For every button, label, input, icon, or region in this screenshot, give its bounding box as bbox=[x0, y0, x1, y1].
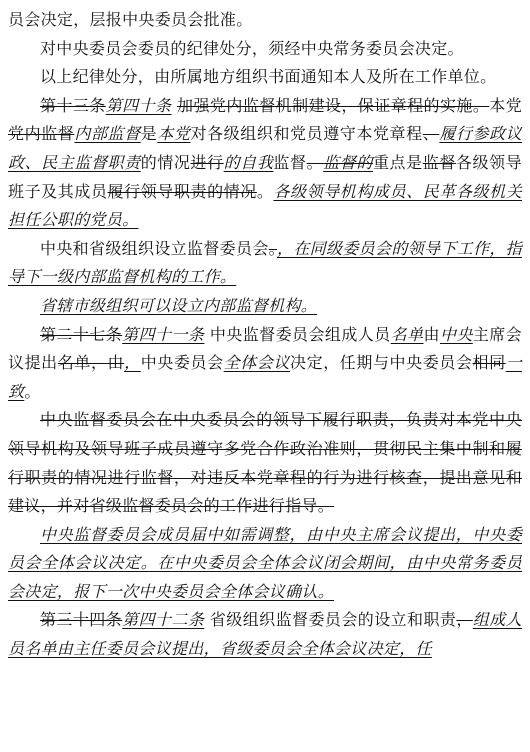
plain-text-run: 主席会议提出 bbox=[8, 324, 522, 373]
deleted-text-run: 第三十四条 bbox=[40, 610, 123, 630]
deleted-text-run: 第二十七条 bbox=[40, 324, 123, 344]
added-text-run: ，在同级委员会的领导下工作，指导下一级内部监督机构的工作。 bbox=[8, 238, 522, 287]
plain-text-run: 由 bbox=[423, 324, 440, 344]
paragraph-8 bbox=[8, 406, 522, 520]
plain-text-run: 重点是 bbox=[372, 152, 423, 172]
plain-text-run: 员会决定，层报中央委员会批准。 bbox=[8, 10, 253, 29]
added-text-run: 本党 bbox=[157, 124, 191, 144]
plain-text-run: 。 bbox=[24, 381, 41, 401]
plain-text-run: 的情况 bbox=[140, 152, 191, 172]
paragraph-1 bbox=[8, 6, 522, 35]
paragraph-4 bbox=[8, 92, 522, 235]
deleted-text-run: 履行领导职责的情况 bbox=[107, 181, 257, 201]
plain-text-run: 本党 bbox=[489, 95, 523, 115]
deleted-text-run: ， bbox=[456, 610, 473, 630]
paragraph-10 bbox=[8, 606, 522, 663]
plain-text-run: 中央和省级组织设立监督委员会 bbox=[40, 238, 269, 258]
paragraph-3 bbox=[8, 63, 522, 92]
plain-text-run: 各级领导班子及其成员 bbox=[8, 152, 522, 201]
plain-text-run: 对中央委员会委员的纪律处分，须经中央常务委员会决定。 bbox=[40, 38, 464, 58]
paragraph-7 bbox=[8, 321, 522, 407]
added-text-run: 各级领导机构成员、民革各级机关担任公职的党员。 bbox=[8, 181, 522, 230]
deleted-text-run: 相同 bbox=[472, 353, 506, 373]
plain-text-run: 。 bbox=[256, 181, 274, 201]
added-text-run: 中央 bbox=[439, 324, 473, 344]
added-text-run: 组成人员名单由主任委员会议提出，省级委员会全体会议决定，任 bbox=[8, 610, 522, 659]
plain-text-run: 中央委员会 bbox=[140, 353, 224, 373]
paragraph-9 bbox=[8, 521, 522, 607]
deleted-text-run: 党内监督 bbox=[8, 124, 75, 144]
added-text-run: 的自我 bbox=[223, 152, 274, 172]
plain-text-run: 以上纪律处分，由所属地方组织书面通知本人及所在工作单位。 bbox=[40, 67, 497, 87]
plain-text-run: 是 bbox=[140, 124, 158, 144]
deleted-text-run: 中央监督委员会在中央委员会的领导下履行职责，负责对本党中央领导机构及领导班子成员遵守多党合作政治准则，贯彻民主集中制和履行职责的情况进行监督，对违反本党章程的行为进行核查，提出意见和建议，并对省级监督委员会的工作进行指导。 bbox=[8, 410, 522, 516]
added-text-run: 内部监督 bbox=[74, 124, 141, 144]
paragraph-2 bbox=[8, 35, 522, 64]
paragraph-5 bbox=[8, 235, 522, 292]
added-text-run: 中央监督委员会成员届中如需调整，由中央主席会议提出，中央委员会全体会议决定。在中央委员会全体会议闭会期间，由中央常务委员会决定，报下一次中央委员会全体会议确认。 bbox=[8, 524, 522, 601]
plain-text-run: 对各级组织和党员遵守本党章程 bbox=[190, 124, 423, 144]
added-deleted-text-run: 监督的 bbox=[323, 152, 373, 172]
added-text-run: 名单 bbox=[390, 324, 424, 344]
deleted-text-run: 、 bbox=[422, 124, 440, 144]
paragraph-6 bbox=[8, 292, 522, 321]
added-text-run: 第四十条 bbox=[105, 95, 172, 115]
deleted-text-run: 第十三条 bbox=[40, 95, 106, 115]
deleted-text-run: 。 bbox=[268, 238, 278, 258]
added-text-run: 省辖市级组织可以设立内部监督机构。 bbox=[40, 295, 318, 315]
deleted-text-run: 加强党内监督机制建设，保证章程的实施。 bbox=[177, 95, 490, 115]
plain-text-run: 省级组织监督委员会的设立和职责 bbox=[204, 610, 457, 630]
plain-text-run: 中央监督委员会组成人员 bbox=[204, 324, 391, 344]
added-text-run: 履行参政议政、民主监督职责 bbox=[8, 124, 522, 172]
added-text-run: ， bbox=[124, 353, 141, 373]
added-text-run: 第四十二条 bbox=[122, 610, 205, 630]
plain-text-run: 决定，任期与中央委员会 bbox=[290, 353, 473, 373]
added-text-run: 一致 bbox=[8, 353, 522, 401]
deleted-text-run: 进行 bbox=[190, 152, 224, 172]
added-text-run: 全体会议 bbox=[223, 353, 291, 373]
deleted-text-run: 监督 bbox=[422, 152, 456, 172]
deleted-text-run: 。 bbox=[306, 152, 324, 172]
deleted-text-run: 名单，由 bbox=[57, 353, 125, 373]
added-text-run: 第四十一条 bbox=[122, 324, 205, 344]
plain-text-run: 监督 bbox=[273, 152, 307, 172]
